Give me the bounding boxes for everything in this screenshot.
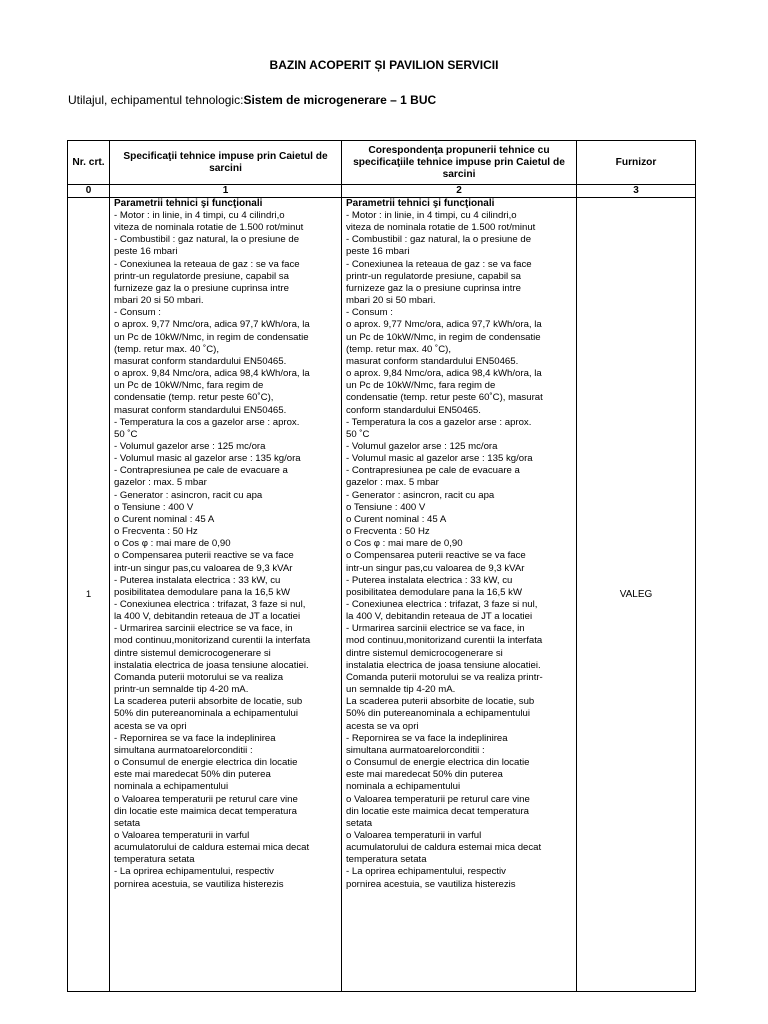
text-line: (temp. retur max. 40 ˚C), [346, 343, 452, 355]
text-line: - Contrapresiunea pe cale de evacuare a [346, 465, 520, 477]
text-line: la 400 V, debitandin reteaua de JT a locatiei [114, 611, 301, 623]
text-line: este mai maredecat 50% din puterea [114, 769, 271, 781]
text-line: o Frecventa : 50 Hz [114, 526, 198, 538]
text-line: acumulatorului de caldura estemai mica decat [346, 842, 542, 854]
text-line: - Combustibil : gaz natural, la o presiune de [114, 234, 300, 246]
text-line: - La oprirea echipamentului, respectiv [114, 866, 274, 878]
text-line: intr-un singur pas,cu valoarea de 9,3 kVAr [346, 562, 525, 574]
text-line: temperatura setata [114, 854, 195, 866]
text-line: viteza de nominala rotatie de 1.500 rot/minut [346, 222, 536, 234]
text-line: un Pc de 10kW/Nmc, fara regim de [346, 380, 496, 392]
text-line: posibilitatea demodulare pana la 16,5 kW [346, 586, 522, 598]
text-line: masurat conform standardului EN50465. [114, 355, 287, 367]
text-line: - Volumul gazelor arse : 125 mc/ora [114, 440, 266, 452]
text-line: Comanda puterii motorului se va realiza printr- [346, 671, 543, 683]
text-line: printr-un semnalde tip 4-20 mA. [114, 684, 249, 696]
text-line: o Consumul de energie electrica din locatie [114, 757, 298, 769]
text-line: o aprox. 9,77 Nmc/ora, adica 97,7 kWh/ora, la [346, 319, 542, 331]
text-line: - Consum : [346, 307, 393, 319]
text-line: simultana aurmatoarelorconditii : [114, 744, 253, 756]
text-line: - Repornirea se va face la indeplinirea [114, 732, 276, 744]
text-line: instalatia electrica de joasa tensiune alocatiei. [114, 659, 309, 671]
text-line: o Cos φ : mai mare de 0,90 [114, 538, 231, 550]
text-line: setata [346, 817, 373, 829]
text-line: - Volumul masic al gazelor arse : 135 kg/ora [346, 453, 533, 465]
text-line: o Compensarea puterii reactive se va face [346, 550, 526, 562]
text-line: (temp. retur max. 40 ˚C), [114, 343, 220, 355]
text-line: Comanda puterii motorului se va realiza [114, 671, 284, 683]
header-spec: Specificaţii tehnice impuse prin Caietul de sarcini [110, 141, 342, 185]
text-line: o aprox. 9,84 Nmc/ora, adica 98,4 kWh/ora, la [346, 368, 542, 380]
text-line: - La oprirea echipamentului, respectiv [346, 866, 506, 878]
text-line: - Volumul masic al gazelor arse : 135 kg/ora [114, 453, 301, 465]
row-number: 1 [68, 198, 110, 992]
text-line: printr-un regulatorde presiune, capabil sa [114, 270, 289, 282]
text-line: o Valoarea temperaturii in varful [346, 829, 482, 841]
text-line: viteza de nominala rotatie de 1.500 rot/minut [114, 222, 304, 234]
text-line: o Valoarea temperaturii pe returul care vine [346, 793, 530, 805]
text-line: - Motor : in linie, in 4 timpi, cu 4 cilindri,o [114, 210, 285, 221]
subtitle-value: Sistem de microgenerare – 1 BUC [243, 93, 437, 107]
text-line: - Conexiunea la reteaua de gaz : se va face [346, 258, 532, 270]
text-line: o Consumul de energie electrica din locatie [346, 757, 530, 769]
text-line: o Curent nominal : 45 A [346, 513, 447, 525]
text-line: un Pc de 10kW/Nmc, in regim de condensatie [114, 331, 309, 343]
text-line: acumulatorului de caldura estemai mica decat [114, 842, 310, 854]
text-line: - Urmarirea sarcinii electrice se va face, in [346, 623, 525, 635]
text-line: acesta se va opri [346, 720, 419, 732]
index-cell: 2 [342, 185, 577, 198]
text-line: intr-un singur pas,cu valoarea de 9,3 kVAr [114, 562, 293, 574]
text-line: - Contrapresiunea pe cale de evacuare a [114, 465, 288, 477]
spec-heading: Parametrii tehnici şi funcţionali [114, 198, 263, 209]
text-line: este mai maredecat 50% din puterea [346, 769, 503, 781]
text-line: pornirea acestuia, se vautiliza histerezis [346, 878, 516, 890]
text-line: mod continuu,monitorizand curentii la interfata [346, 635, 543, 647]
index-cell: 3 [577, 185, 696, 198]
text-line: gazelor : max. 5 mbar [346, 477, 439, 489]
text-line: printr-un regulatorde presiune, capabil sa [346, 270, 521, 282]
equipment-subtitle [68, 93, 436, 107]
text-line: setata [114, 817, 141, 829]
text-line: la 400 V, debitandin reteaua de JT a locatiei [346, 611, 533, 623]
text-line: peste 16 mbari [114, 246, 178, 258]
text-line: o Tensiune : 400 V [346, 501, 426, 513]
text-line: o Curent nominal : 45 A [114, 513, 215, 525]
text-line: simultana aurmatoarelorconditii : [346, 744, 485, 756]
text-line: nominala a echipamentului [114, 781, 229, 793]
text-line: - Generator : asincron, racit cu apa [114, 489, 263, 501]
text-line: conform standardului EN50465. [346, 404, 481, 416]
text-line: o Compensarea puterii reactive se va face [114, 550, 294, 562]
text-line: o Valoarea temperaturii in varful [114, 829, 250, 841]
text-line: posibilitatea demodulare pana la 16,5 kW [114, 586, 290, 598]
text-line: furnizeze gaz la o presiune cuprinsa intre [346, 282, 521, 294]
corr-lines [346, 210, 572, 891]
text-line: - Conexiunea electrica : trifazat, 3 faze si nul, [114, 599, 306, 610]
text-line: masurat conform standardului EN50465. [346, 355, 519, 367]
furnizor-cell: VALEG [577, 198, 696, 992]
text-line: - Combustibil : gaz natural, la o presiune de [346, 234, 532, 246]
text-line: pornirea acestuia, se vautiliza histerezis [114, 878, 284, 890]
text-line: instalatia electrica de joasa tensiune alocatiei. [346, 659, 541, 671]
page-title: BAZIN ACOPERIT ȘI PAVILION SERVICII [269, 58, 499, 72]
text-line: La scaderea puterii absorbite de locatie, sub [346, 696, 535, 708]
text-line: gazelor : max. 5 mbar [114, 477, 207, 489]
text-line: - Temperatura la cos a gazelor arse : aprox. [114, 416, 300, 428]
table-row [68, 198, 696, 992]
header-furnizor: Furnizor [577, 141, 696, 185]
index-cell: 1 [110, 185, 342, 198]
text-line: peste 16 mbari [346, 246, 410, 258]
text-line: temperatura setata [346, 854, 427, 866]
table-header-row [68, 141, 696, 185]
text-line: mod continuu,monitorizand curentii la interfata [114, 635, 311, 647]
header-nr: Nr. crt. [68, 141, 110, 185]
text-line: - Puterea instalata electrica : 33 kW, cu [114, 574, 281, 586]
text-line: 50 ˚C [346, 428, 370, 440]
text-line: - Puterea instalata electrica : 33 kW, cu [346, 574, 513, 586]
text-line: o aprox. 9,84 Nmc/ora, adica 98,4 kWh/ora, la [114, 368, 310, 380]
text-line: acesta se va opri [114, 720, 187, 732]
text-line: o Frecventa : 50 Hz [346, 526, 430, 538]
text-line: un Pc de 10kW/Nmc, in regim de condensatie [346, 331, 541, 343]
text-line: condensatie (temp. retur peste 60˚C), masurat [346, 392, 543, 404]
spec-cell [110, 198, 342, 992]
text-line: 50 ˚C [114, 428, 138, 440]
text-line: furnizeze gaz la o presiune cuprinsa intre [114, 282, 289, 294]
text-line: o Cos φ : mai mare de 0,90 [346, 538, 463, 550]
text-line: - Consum : [114, 307, 161, 319]
text-line: masurat conform standardului EN50465. [114, 404, 287, 416]
text-line: din locatie este maimica decat temperatura [346, 805, 529, 817]
text-line: o Tensiune : 400 V [114, 501, 194, 513]
text-line: 50% din putereanominala a echipamentului [114, 708, 299, 720]
text-line: mbari 20 si 50 mbari. [346, 295, 436, 307]
corr-cell [342, 198, 577, 992]
text-line: - Urmarirea sarcinii electrice se va face, in [114, 623, 293, 635]
text-line: din locatie este maimica decat temperatura [114, 805, 297, 817]
text-line: - Conexiunea electrica : trifazat, 3 faze si nul, [346, 599, 538, 610]
text-line: 50% din putereanominala a echipamentului [346, 708, 531, 720]
text-line: o aprox. 9,77 Nmc/ora, adica 97,7 kWh/ora, la [114, 319, 310, 331]
spec-lines [114, 210, 337, 891]
text-line: - Repornirea se va face la indeplinirea [346, 732, 508, 744]
text-line: un Pc de 10kW/Nmc, fara regim de [114, 380, 264, 392]
index-cell: 0 [68, 185, 110, 198]
text-line: - Motor : in linie, in 4 timpi, cu 4 cilindri,o [346, 210, 517, 221]
text-line: - Generator : asincron, racit cu apa [346, 489, 495, 501]
header-corr: Corespondenţa propunerii tehnice cu specificaţiile tehnice impuse prin Caietul de sarcini [342, 141, 577, 185]
subtitle-prefix: Utilajul, echipamentul tehnologic: [68, 93, 244, 107]
text-line: - Volumul gazelor arse : 125 mc/ora [346, 440, 498, 452]
corr-heading: Parametrii tehnici şi funcţionali [346, 198, 495, 209]
specification-table [67, 140, 696, 992]
text-line: dintre sistemul demicrocogenerare si [114, 647, 271, 659]
text-line: mbari 20 si 50 mbari. [114, 295, 204, 307]
text-line: dintre sistemul demicrocogenerare si [346, 647, 503, 659]
text-line: condensatie (temp. retur peste 60˚C), [114, 392, 274, 404]
text-line: - Conexiunea la reteaua de gaz : se va face [114, 258, 300, 270]
text-line: - Temperatura la cos a gazelor arse : aprox. [346, 416, 532, 428]
text-line: o Valoarea temperaturii pe returul care vine [114, 793, 298, 805]
table-index-row [68, 185, 696, 198]
text-line: nominala a echipamentului [346, 781, 461, 793]
text-line: un semnalde tip 4-20 mA. [346, 684, 456, 696]
text-line: La scaderea puterii absorbite de locatie, sub [114, 696, 303, 708]
